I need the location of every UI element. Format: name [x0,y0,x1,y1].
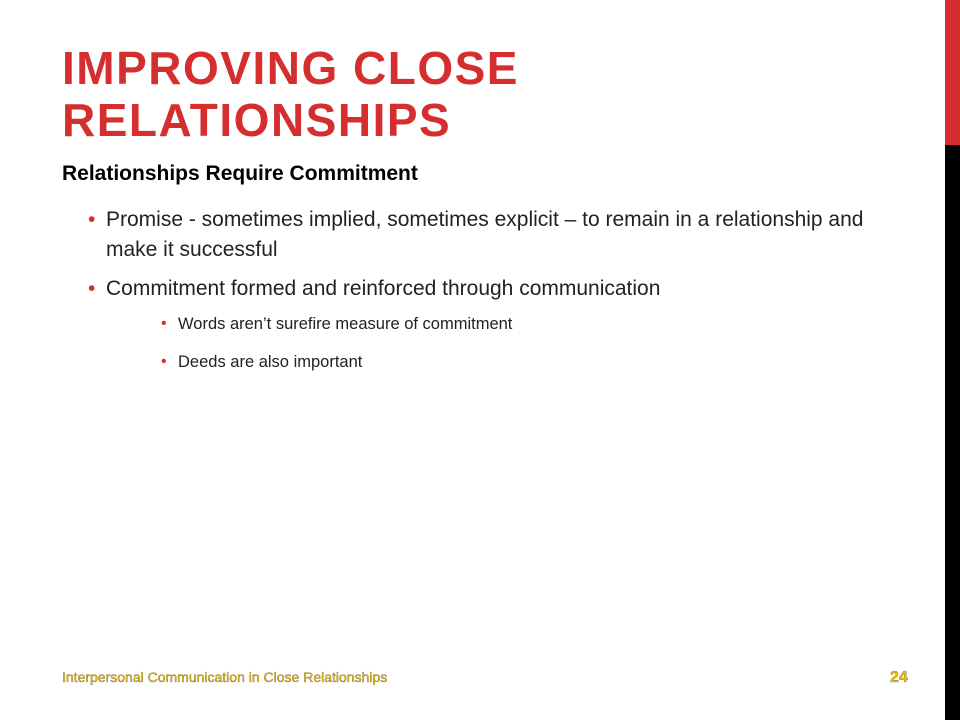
bullet-icon: • [161,315,167,332]
bullet-text: Promise - sometimes implied, sometimes explicit – to remain in a relationship and make it successful [106,208,864,261]
sub-bullet-item [62,313,882,335]
sub-bullet-text: Words aren’t surefire measure of commitment [178,315,513,333]
bullet-item [62,205,882,265]
bullet-list [62,205,882,389]
sub-bullet-item [62,351,882,373]
bullet-icon: • [88,277,96,300]
slide-title: IMPROVING CLOSE RELATIONSHIPS [62,42,519,146]
page-number: 24 [890,669,908,686]
bullet-icon: • [161,353,167,370]
accent-bar-red [945,0,960,145]
footer-text: Interpersonal Communication in Close Relationships [62,669,388,685]
bullet-text: Commitment formed and reinforced through communication [106,277,661,300]
accent-bar-black [945,145,960,720]
slide-subtitle: Relationships Require Commitment [62,162,418,185]
bullet-item [62,274,882,304]
sub-bullet-text: Deeds are also important [178,353,363,371]
bullet-icon: • [88,208,96,231]
